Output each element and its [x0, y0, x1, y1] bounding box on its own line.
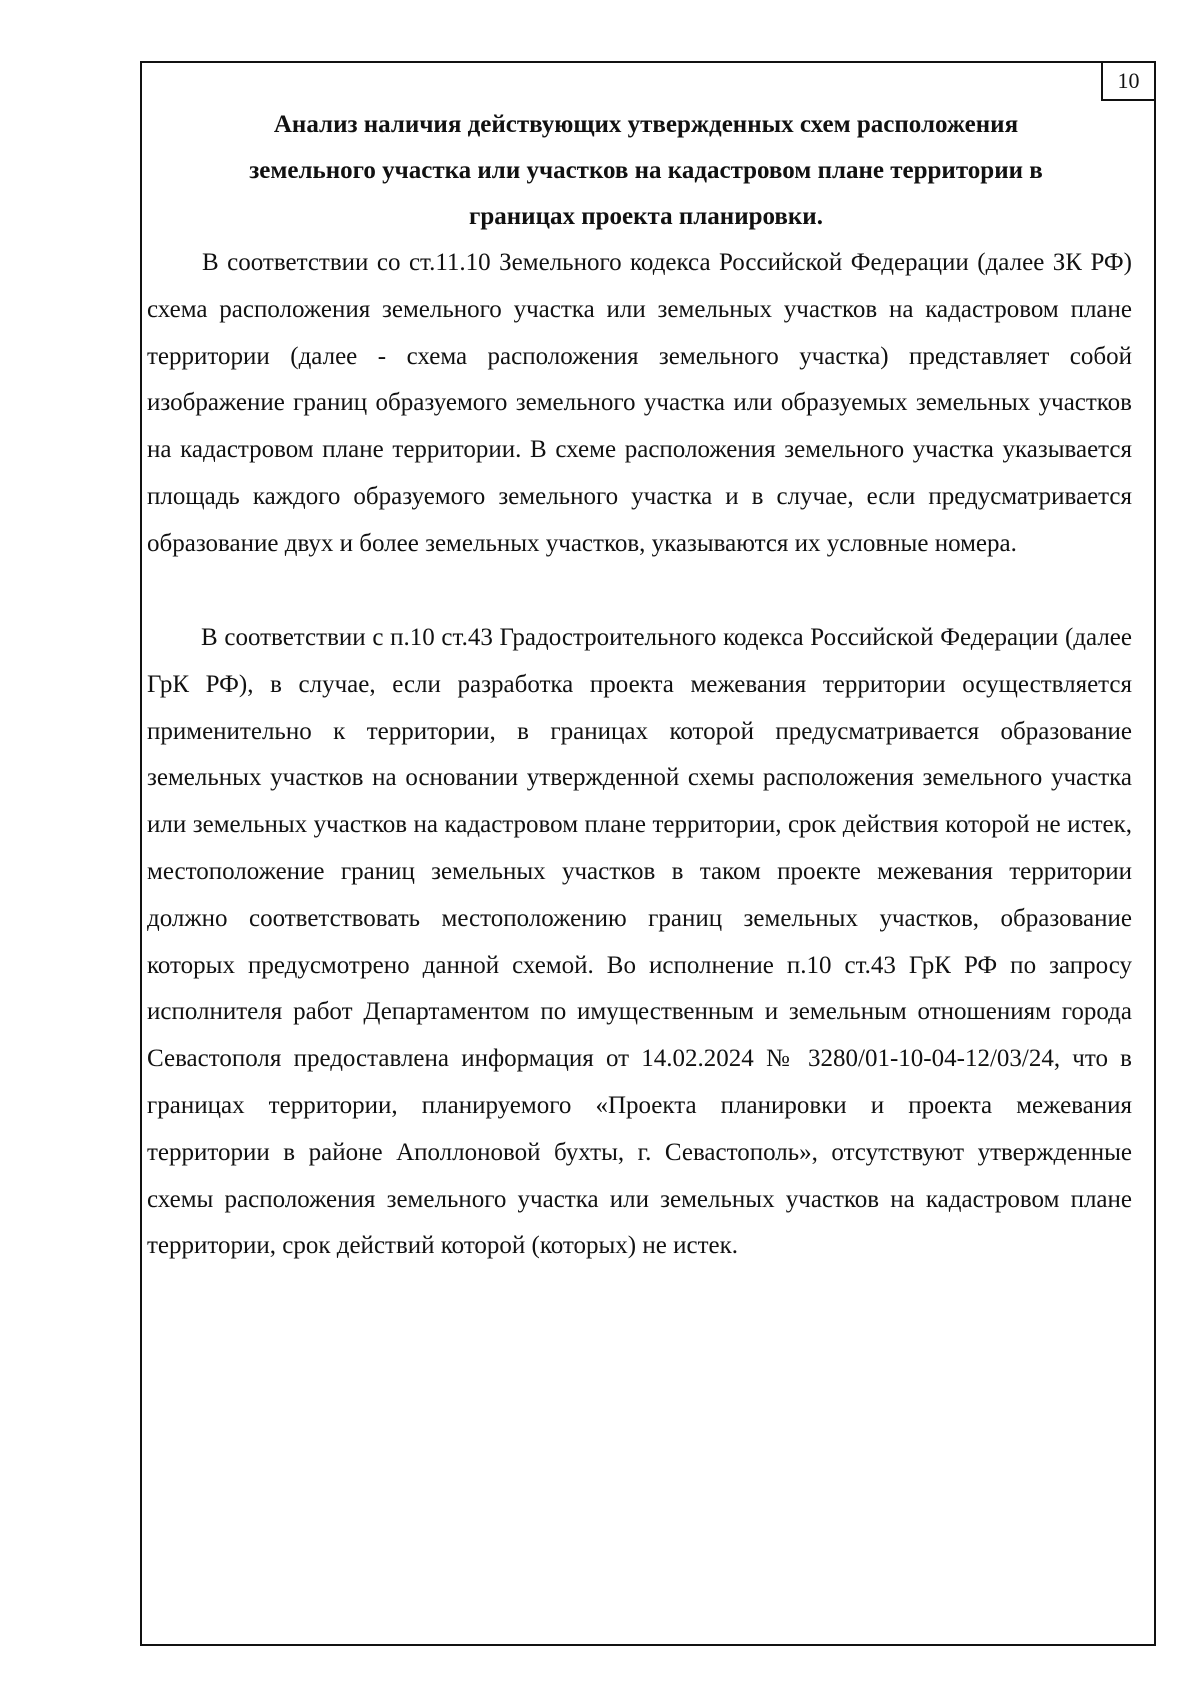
document-title [146, 102, 1146, 240]
page-number: 10 [1101, 61, 1156, 101]
title-line-3: границах проекта планировки. [469, 203, 823, 230]
paragraph-grk-rf: В соответствии с п.10 ст.43 Градостроительного кодекса Российской Федерации (далее ГрК РФ), в случае, если разработка проекта межевания территории осуществляется применительно к территории, в границах которой предусматривается образование земельных участков на основании утвержденной схемы расположения земельного участка или земельных участков на кадастровом плане территории, срок действия которой не истек, местоположение границ земельных участков в таком проекте межевания территории должно соответствовать местоположению границ земельных участков, образование которых предусмотрено данной схемой. Во исполнение п.10 ст.43 ГрК РФ по запросу исполнителя работ Департаментом по имущественным и земельным отношениям города Севастополя предоставлена информация от 14.02.2024 № 3280/01-10-04-12/03/24, что в границах территории, планируемого «Проекта планировки и проекта межевания территории в районе Аполлоновой бухты, г. Севастополь», отсутствуют утвержденные схемы расположения земельного участка или земельных участков на кадастровом плане территории, срок действий которой (которых) не истек. [147, 624, 1132, 1260]
title-line-1: Анализ наличия действующих утвержденных схем расположения [273, 111, 1019, 138]
title-line-2: земельного участка или участков на кадастровом плане территории в [249, 157, 1043, 184]
paragraph-zk-rf: В соответствии со ст.11.10 Земельного кодекса Российской Федерации (далее ЗК РФ) схема расположения земельного участка или земельных участков на кадастровом плане территории (далее - схема расположения земельного участка) представляет собой изображение границ образуемого земельного участка или образуемых земельных участков на кадастровом плане территории. В схеме расположения земельного участка указывается площадь каждого образуемого земельного участка и в случае, если предусматривается образование двух и более земельных участков, указываются их условные номера. [147, 249, 1132, 557]
